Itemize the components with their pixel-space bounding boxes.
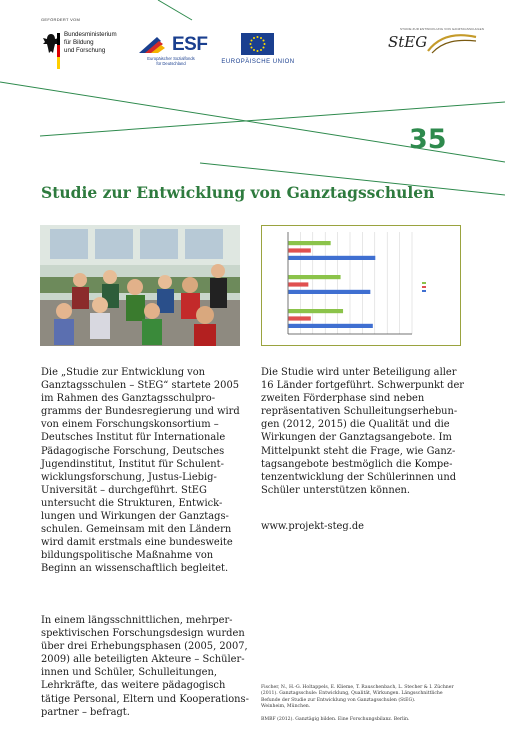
steg-logo-text: StEG bbox=[388, 33, 428, 51]
chart-legend-swatch bbox=[422, 282, 426, 284]
german-flag-bar bbox=[57, 33, 60, 69]
chart-bar bbox=[289, 248, 311, 252]
chart-bar bbox=[289, 309, 344, 313]
esf-logo-icon bbox=[137, 33, 173, 55]
chart-legend-swatch bbox=[422, 290, 426, 292]
chart-legend-swatch bbox=[422, 286, 426, 288]
funded-by-label: GEFÖRDERT VOM bbox=[41, 17, 81, 22]
website-link[interactable]: www.projekt-steg.de bbox=[261, 521, 365, 532]
chart-bar bbox=[289, 290, 371, 294]
chart-bar bbox=[289, 256, 376, 260]
intro-paragraph: Die „Studie zur Entwicklung von Ganztagsschulen – StEG“ startete 2005 im Rahmen des Ganztagsschulpro- gramms der Bundesregierung und wird von einem Forschungskonsortium – Deutsches Institut für Internationale Pädagogische Forschung, Deutsches Jugendinstitut, Institut für Schulent- wicklungsforschung, Justus-Liebig- Universität – durchgeführt. StEG untersucht die Strukturen, Entwick- lungen und Wirkungen der Ganztags- schulen. Gemeinsam mit den Ländern wird damit erstmals eine bundesweite bildungspolitische Maßnahme von Beginn an wissenschaftlich begleitet. bbox=[41, 367, 240, 575]
chart-bar bbox=[289, 241, 331, 245]
design-paragraph: In einem längsschnittlichen, mehrper- spektivischen Forschungsdesign wurden über drei Erhebungsphasen (2005, 2007, 2009) alle beteiligten Akteure – Schüler- innen und Schüler, Schulleitungen, Lehrkräfte, das weitere pädagogisch tätige Personal, Eltern und Kooperations- partner – befragt. bbox=[41, 615, 249, 718]
esf-subtitle: Europäischer Sozialfonds für Deutschland bbox=[147, 56, 195, 66]
chart-bar bbox=[289, 324, 373, 328]
esf-logo-text: ESF bbox=[172, 34, 208, 55]
chart-bar bbox=[289, 282, 309, 286]
reference-fischer: Fischer, N., H.-G. Holtappels, E. Klieme, T. Rauschenbach, L. Stecher & I. Züchner (2011). Ganztagsschule: Entwicklung, Qualität, Wirkungen. Längsschnittliche Befunde der Studie zur Entwicklung von Ganztagsschulen (StEG). Weinheim, München. bbox=[261, 685, 454, 709]
classroom-photo bbox=[40, 225, 240, 346]
chart-frame bbox=[261, 225, 461, 346]
chart-bar bbox=[289, 316, 311, 320]
bar-chart bbox=[262, 226, 460, 345]
continuation-paragraph: Die Studie wird unter Beteiligung aller 16 Länder fortgeführt. Schwerpunkt der zweiten Förderphase sind neben repräsentativen Schulleitungserhebun- gen (2012, 2015) die Qualität und die Wirkungen der Ganztagsangebote. Im Mittelpunkt steht die Frage, wie Ganz- tagsangebote bestmöglich die Kompe- tenzentwicklung der Schülerinnen und Schüler unterstützen können. bbox=[261, 367, 465, 496]
reference-bmbf: BMBF (2012). Ganztägig bilden. Eine Forschungsbilanz. Berlin. bbox=[261, 717, 410, 722]
page-number: 35 bbox=[409, 124, 447, 155]
chart-bar bbox=[289, 275, 341, 279]
eu-label: EUROPÄISCHE UNION bbox=[221, 59, 295, 65]
steg-tagline: STUDIE ZUR ENTWICKLUNG VON GANZTAGSSCHULEN bbox=[400, 27, 484, 31]
page-title: Studie zur Entwicklung von Ganztagsschulen bbox=[41, 183, 435, 202]
eu-flag-icon bbox=[241, 33, 274, 55]
bmbf-logo-text: Bundesministerium für Bildung und Forschung bbox=[64, 31, 117, 54]
